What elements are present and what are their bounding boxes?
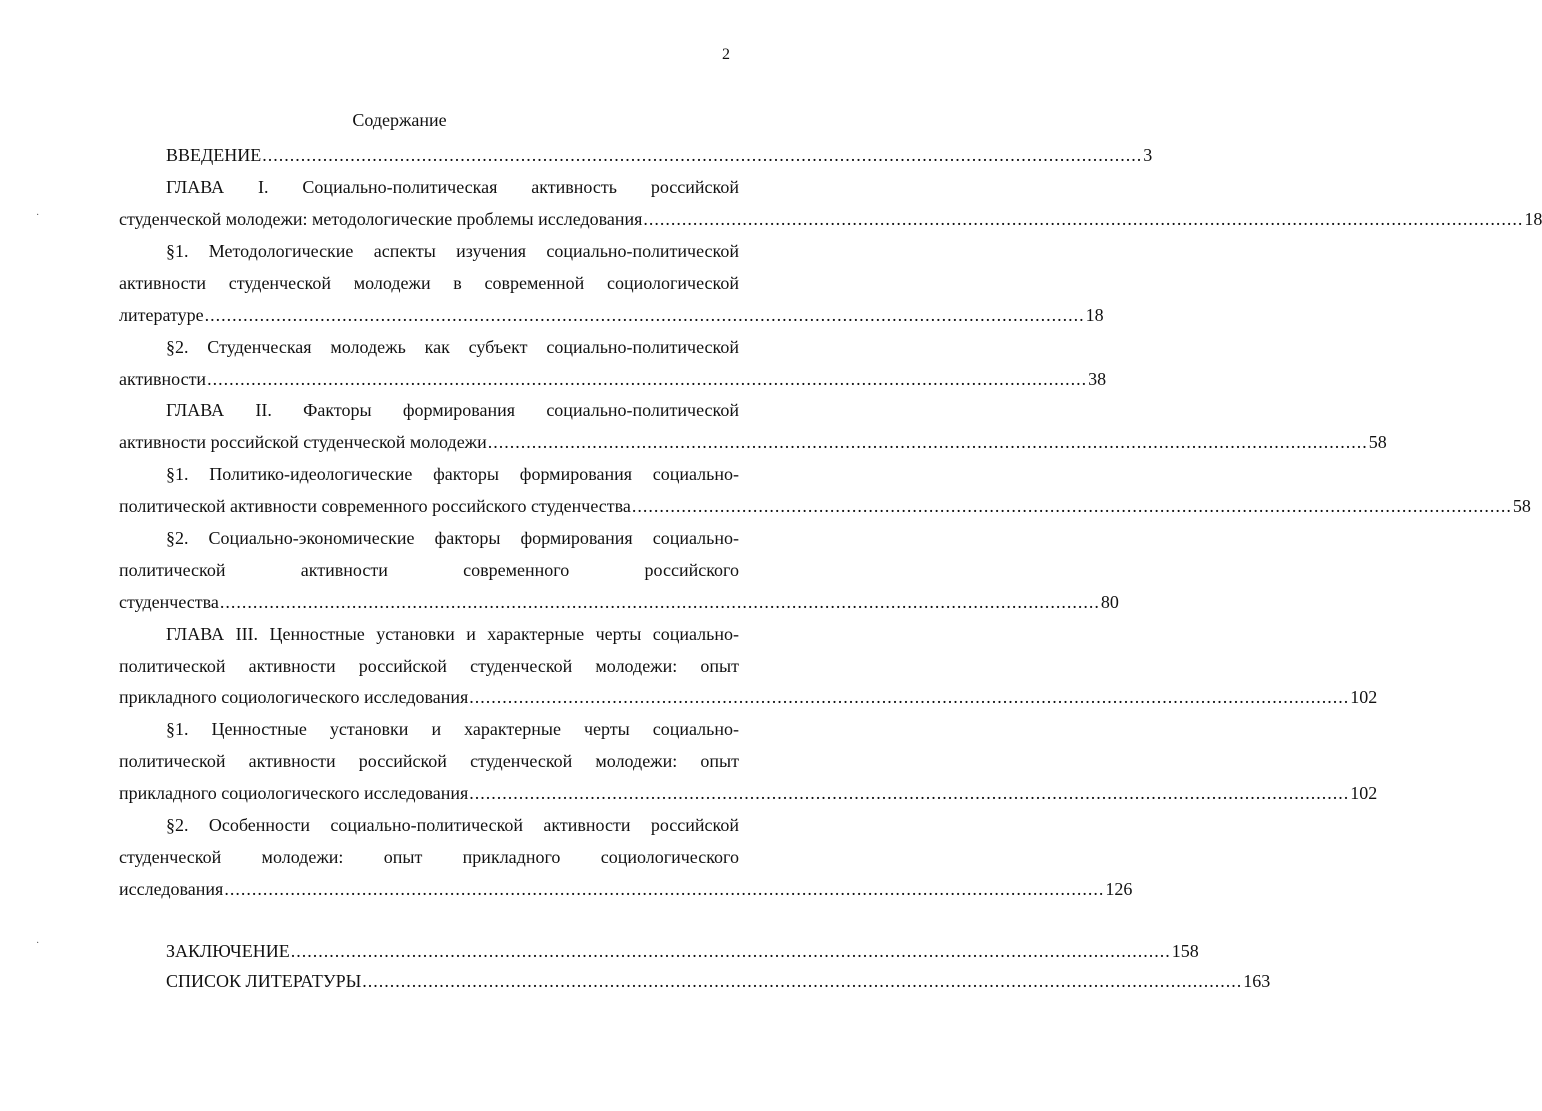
toc-page-number: 18 xyxy=(1524,209,1542,229)
toc-entry-ch1-sec1-line: активности студенческой молодежи в современной социологической xyxy=(119,273,739,293)
toc-page-number: 3 xyxy=(1143,145,1153,165)
toc-entry-chapter-2-line: ГЛАВА II. Факторы формирования социально-политической xyxy=(166,400,739,420)
toc-entry-ch1-sec2-line: §2. Студенческая молодежь как субъект социально-политической xyxy=(166,337,739,357)
leader-dots: ................................................................................................................................................................ xyxy=(362,971,1243,991)
leader-dots: ................................................................................................................................................................ xyxy=(262,145,1143,165)
toc-entry-chapter-3 xyxy=(119,686,1378,708)
toc-entry-text: исследования xyxy=(119,879,224,899)
leader-dots: ................................................................................................................................................................ xyxy=(643,209,1524,229)
leader-dots: ................................................................................................................................................................ xyxy=(487,432,1368,452)
toc-entry-ch3-sec2-line: студенческой молодежи: опыт прикладного социологического xyxy=(119,847,739,867)
toc-entry-ch2-sec1-line: §1. Политико-идеологические факторы формирования социально- xyxy=(166,464,739,484)
toc-entry-ch3-sec2-line: §2. Особенности социально-политической активности российской xyxy=(166,815,739,835)
toc-entry-ch3-sec1 xyxy=(119,782,1378,804)
toc-entry-ch1-sec1 xyxy=(119,304,1104,326)
leader-dots: ................................................................................................................................................................ xyxy=(219,592,1100,612)
toc-entry-text: ЗАКЛЮЧЕНИЕ xyxy=(166,941,290,961)
toc-page-number: 58 xyxy=(1512,496,1531,516)
toc-page-number: 163 xyxy=(1243,971,1271,991)
leader-dots: ................................................................................................................................................................ xyxy=(469,783,1350,803)
toc-entry-chapter-1-line: ГЛАВА I. Социально-политическая активность российской xyxy=(166,177,739,197)
toc-entry-ch3-sec1-line: политической активности российской студенческой молодежи: опыт xyxy=(119,751,739,771)
toc-entry-ch3-sec2 xyxy=(119,878,1133,900)
toc-page-number: 102 xyxy=(1350,783,1378,803)
toc-entry-chapter-3-line: политической активности российской студенческой молодежи: опыт xyxy=(119,656,739,676)
leader-dots: ................................................................................................................................................................ xyxy=(204,305,1085,325)
toc-entry-ch2-sec2 xyxy=(119,591,1119,613)
toc-page-number: 126 xyxy=(1105,879,1133,899)
toc-entry-text: ВВЕДЕНИЕ xyxy=(166,145,262,165)
toc-entry-text: студенческой молодежи: методологические проблемы исследования xyxy=(119,209,643,229)
toc-page-number: 18 xyxy=(1085,305,1104,325)
toc-entry-references xyxy=(166,970,1271,992)
toc-title: Содержание xyxy=(352,110,447,130)
toc-entry-text: прикладного социологического исследования xyxy=(119,687,469,707)
leader-dots: ................................................................................................................................................................ xyxy=(631,496,1512,516)
toc-entry-intro xyxy=(166,144,1153,166)
toc-entry-text: активности российской студенческой молодежи xyxy=(119,432,487,452)
scan-speck: · xyxy=(36,938,40,949)
toc-entry-chapter-1 xyxy=(119,208,1542,230)
toc-entry-chapter-2 xyxy=(119,431,1387,453)
toc-page-number: 80 xyxy=(1100,592,1119,612)
leader-dots: ................................................................................................................................................................ xyxy=(224,879,1105,899)
leader-dots: ................................................................................................................................................................ xyxy=(207,369,1088,389)
toc-entry-text: студенчества xyxy=(119,592,219,612)
scan-speck: · xyxy=(36,210,40,221)
toc-entry-ch2-sec2-line: политической активности современного российского xyxy=(119,560,739,580)
toc-entry-text: СПИСОК ЛИТЕРАТУРЫ xyxy=(166,971,362,991)
toc-entry-ch2-sec1 xyxy=(119,495,1531,517)
toc-entry-chapter-3-line: ГЛАВА III. Ценностные установки и характерные черты социально- xyxy=(166,624,739,644)
toc-page-number: 102 xyxy=(1350,687,1378,707)
toc-entry-ch3-sec1-line: §1. Ценностные установки и характерные черты социально- xyxy=(166,719,739,739)
toc-page-number: 38 xyxy=(1088,369,1107,389)
leader-dots: ................................................................................................................................................................ xyxy=(469,687,1350,707)
toc-entry-text: активности xyxy=(119,369,207,389)
toc-entry-text: прикладного социологического исследования xyxy=(119,783,469,803)
toc-entry-text: политической активности современного российского студенчества xyxy=(119,496,631,516)
toc-entry-text: литературе xyxy=(119,305,204,325)
toc-entry-ch1-sec2 xyxy=(119,368,1107,390)
toc-page-number: 158 xyxy=(1171,941,1199,961)
toc-page-number: 58 xyxy=(1368,432,1387,452)
toc-entry-ch1-sec1-line: §1. Методологические аспекты изучения социально-политической xyxy=(166,241,739,261)
toc-entry-ch2-sec2-line: §2. Социально-экономические факторы формирования социально- xyxy=(166,528,739,548)
page-number: 2 xyxy=(722,46,730,63)
toc-entry-conclusion xyxy=(166,940,1199,962)
leader-dots: ................................................................................................................................................................ xyxy=(290,941,1171,961)
